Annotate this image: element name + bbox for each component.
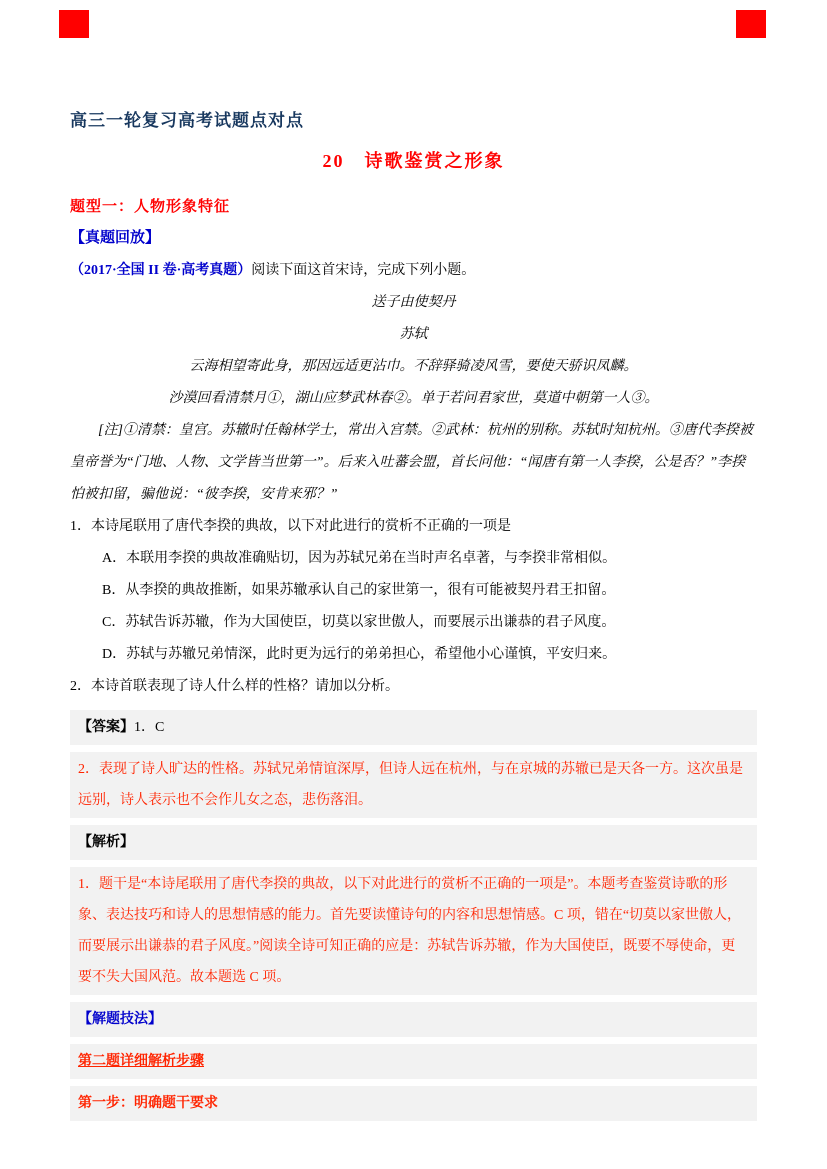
poem-note: [注]①清禁：皇宫。苏辙时任翰林学士，常出入宫禁。②武林：杭州的别称。苏轼时知杭州。③唐代李揆被皇帝誉为“门地、人物、文学皆当世第一”。后来入吐蕃会盟，首长问他：“闻唐有第一人李揆，公是否？”李揆怕被扣留，骗他说：“彼李揆，安肯来邪？” [70,423,753,502]
analysis-label: 【解析】 [78,835,134,850]
zhenti-label: 【真题回放】 [70,230,161,246]
source-line [70,255,757,287]
answer-label-block [70,710,757,745]
technique-label: 【解题技法】 [78,1012,162,1027]
answer-1-value: 1．C [134,720,165,735]
poem-line-2: 沙漠回看清禁月①，湖山应梦武林春②。单于若问君家世，莫道中朝第一人③。 [168,391,659,406]
option-a: A．本联用李揆的典故准确贴切，因为苏轼兄弟在当时声名卓著，与李揆非常相似。 [102,551,617,566]
exam-instruction: 阅读下面这首宋诗，完成下列小题。 [251,263,476,278]
red-corner-mark-left [59,10,89,38]
analysis-label-block [70,825,757,860]
option-b: B．从李揆的典故推断，如果苏辙承认自己的家世第一，很有可能被契丹君王扣留。 [102,583,616,598]
question-1: 1．本诗尾联用了唐代李揆的典故，以下对此进行的赏析不正确的一项是 [70,519,511,534]
technique-subtitle: 第二题详细解析步骤 [78,1054,204,1069]
option-c: C．苏轼告诉苏辙，作为大国使臣，切莫以家世傲人，而要展示出谦恭的君子风度。 [102,615,616,630]
exam-source: （2017·全国 II 卷·高考真题） [70,263,252,278]
question-1-options [70,543,757,671]
red-corner-mark-right [736,10,766,38]
poem-line-1: 云海相望寄此身，那因远适更沾巾。不辞驿骑凌风雪，要使天骄识凤麟。 [189,359,638,374]
section-heading-question-type: 题型一：人物形象特征 [70,199,231,215]
poem-title: 送子由使契丹 [371,295,456,310]
poem-author: 苏轼 [399,327,428,342]
answer-line-1 [78,712,749,743]
option-d: D．苏轼与苏辙兄弟情深，此时更为远行的弟弟担心，希望他小心谨慎，平安归来。 [102,647,617,662]
analysis-body-text: 1．题干是“本诗尾联用了唐代李揆的典故，以下对此进行的赏析不正确的一项是”。本题考查鉴赏诗歌的形象、表达技巧和诗人的思想情感的能力。首先要读懂诗句的内容和思想情感。C 项，错在“切莫以家世傲人，而要展示出谦恭的君子风度。”阅读全诗可知正确的应是：苏轼告诉苏辙，作为大国使臣，既要不辱使命，更要不失大国风范。故本题选 C 项。 [78,877,742,985]
answer-2-text: 2．表现了诗人旷达的性格。苏轼兄弟情谊深厚，但诗人远在杭州，与在京城的苏辙已是天各一方。这次虽是远别，诗人表示也不会作儿女之态，悲伤落泪。 [78,762,743,808]
technique-step-1: 第一步：明确题干要求 [78,1096,218,1111]
course-header: 高三一轮复习高考试题点对点 [70,111,304,130]
technique-step1-block [70,1086,757,1121]
analysis-body-block [70,867,757,995]
question-2: 2．本诗首联表现了诗人什么样的性格？请加以分析。 [70,679,399,694]
answer-2-block [70,752,757,818]
page-title: 20 诗歌鉴赏之形象 [322,151,505,171]
technique-label-block [70,1002,757,1037]
technique-subtitle-block [70,1044,757,1079]
answer-label: 【答案】 [78,720,134,735]
